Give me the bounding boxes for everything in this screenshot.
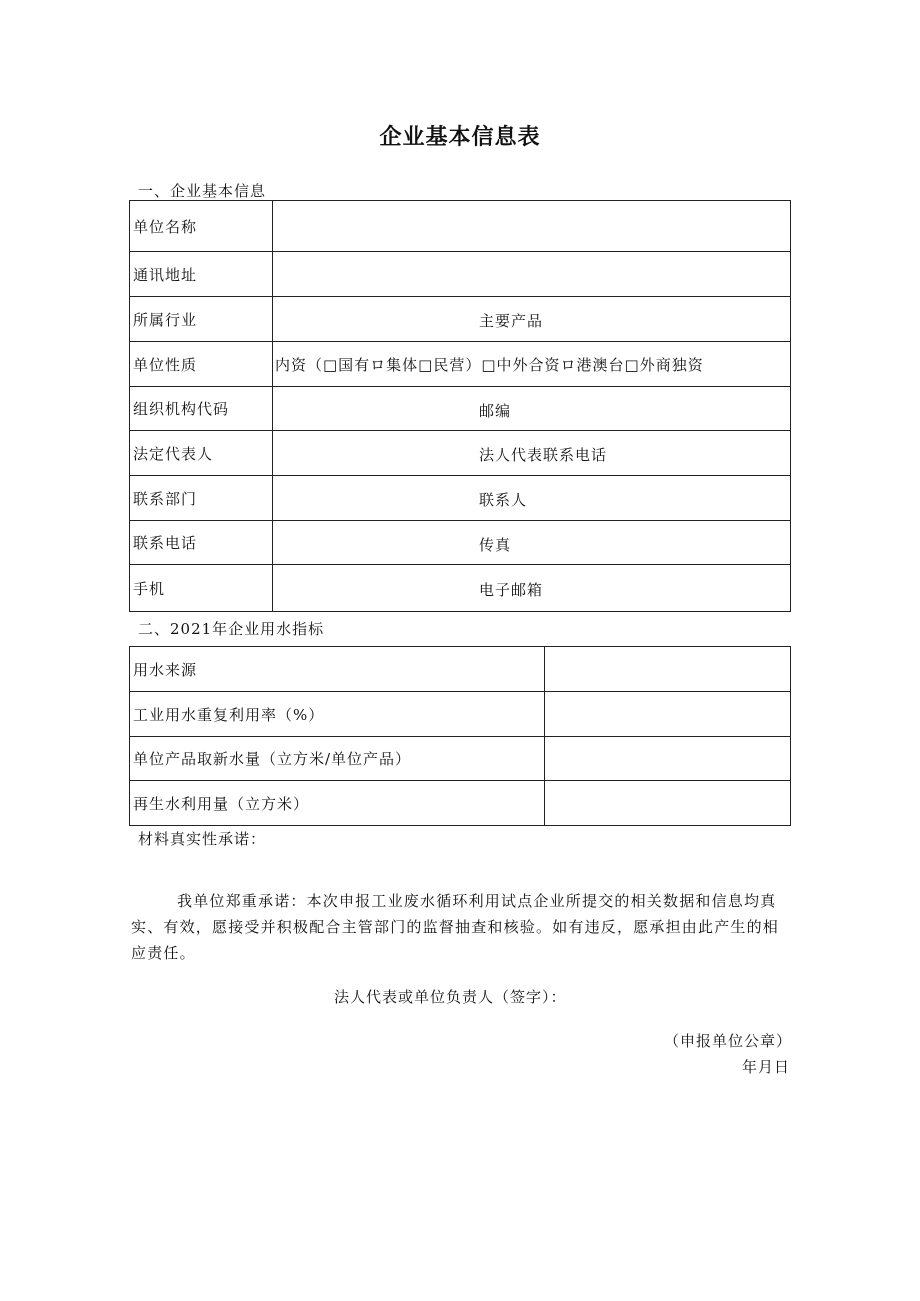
signature-line: 法人代表或单位负责人（签字）： [334, 988, 567, 1006]
fresh-water-input[interactable] [545, 737, 791, 781]
field-label: 邮编 [479, 402, 512, 420]
field-label: 所属行业 [130, 297, 273, 342]
field-label: 联系人 [479, 491, 528, 509]
water-source-input[interactable] [545, 647, 791, 692]
field-label: 工业用水重复利用率（%） [130, 692, 545, 737]
org-code-input[interactable] [273, 387, 791, 431]
field-label: 单位名称 [130, 201, 273, 252]
reuse-rate-input[interactable] [545, 692, 791, 737]
section-2-heading: 二、2021年企业用水指标 [138, 620, 325, 638]
table-row [130, 565, 791, 612]
field-label: 法定代表人 [130, 431, 273, 476]
field-label: 通讯地址 [130, 252, 273, 297]
page-title: 企业基本信息表 [379, 125, 541, 150]
table-row [130, 297, 791, 342]
field-label: 联系电话 [130, 521, 273, 565]
section-1-heading: 一、企业基本信息 [138, 182, 267, 200]
date-label: 年月日 [741, 1058, 790, 1076]
table-row [130, 387, 791, 431]
table-row [130, 342, 791, 387]
mobile-input[interactable] [273, 565, 791, 612]
table-row [130, 781, 791, 826]
field-label: 再生水利用量（立方米） [130, 781, 545, 826]
phone-input[interactable] [273, 521, 791, 565]
field-label: 用水来源 [130, 647, 545, 692]
table-row [130, 201, 791, 252]
unit-nature-options[interactable]: 内资（□国有ロ集体□民营）□中外合资ロ港澳台□外商独资 [273, 342, 791, 387]
field-label: 电子邮箱 [479, 581, 544, 599]
recycled-water-input[interactable] [545, 781, 791, 826]
address-input[interactable] [273, 252, 791, 297]
industry-input[interactable] [273, 297, 791, 342]
legal-rep-input[interactable] [273, 431, 791, 476]
water-indicator-table [129, 646, 791, 826]
table-row [130, 647, 791, 692]
field-label: 单位性质 [130, 342, 273, 387]
table-row [130, 692, 791, 737]
table-row [130, 431, 791, 476]
field-label: 组织机构代码 [130, 387, 273, 431]
department-input[interactable] [273, 476, 791, 521]
promise-text: 我单位郑重承诺：本次申报工业废水循环利用试点企业所提交的相关数据和信息均真实、有效，愿接受并积极配合主管部门的监督抽查和核验。如有违反，愿承担由此产生的相应责任。 [131, 892, 780, 962]
table-row [130, 476, 791, 521]
field-label: 传真 [479, 536, 512, 554]
basic-info-table [129, 200, 791, 612]
table-row [130, 737, 791, 781]
field-label: 手机 [130, 565, 273, 612]
promise-heading: 材料真实性承诺： [138, 830, 267, 848]
unit-name-input[interactable] [273, 201, 791, 252]
stamp-label: （申报单位公章） [663, 1032, 792, 1050]
field-label: 法人代表联系电话 [479, 446, 608, 464]
field-label: 联系部门 [130, 476, 273, 521]
table-row [130, 521, 791, 565]
table-row [130, 252, 791, 297]
field-label: 单位产品取新水量（立方米/单位产品） [130, 737, 545, 781]
field-label: 主要产品 [479, 312, 544, 330]
